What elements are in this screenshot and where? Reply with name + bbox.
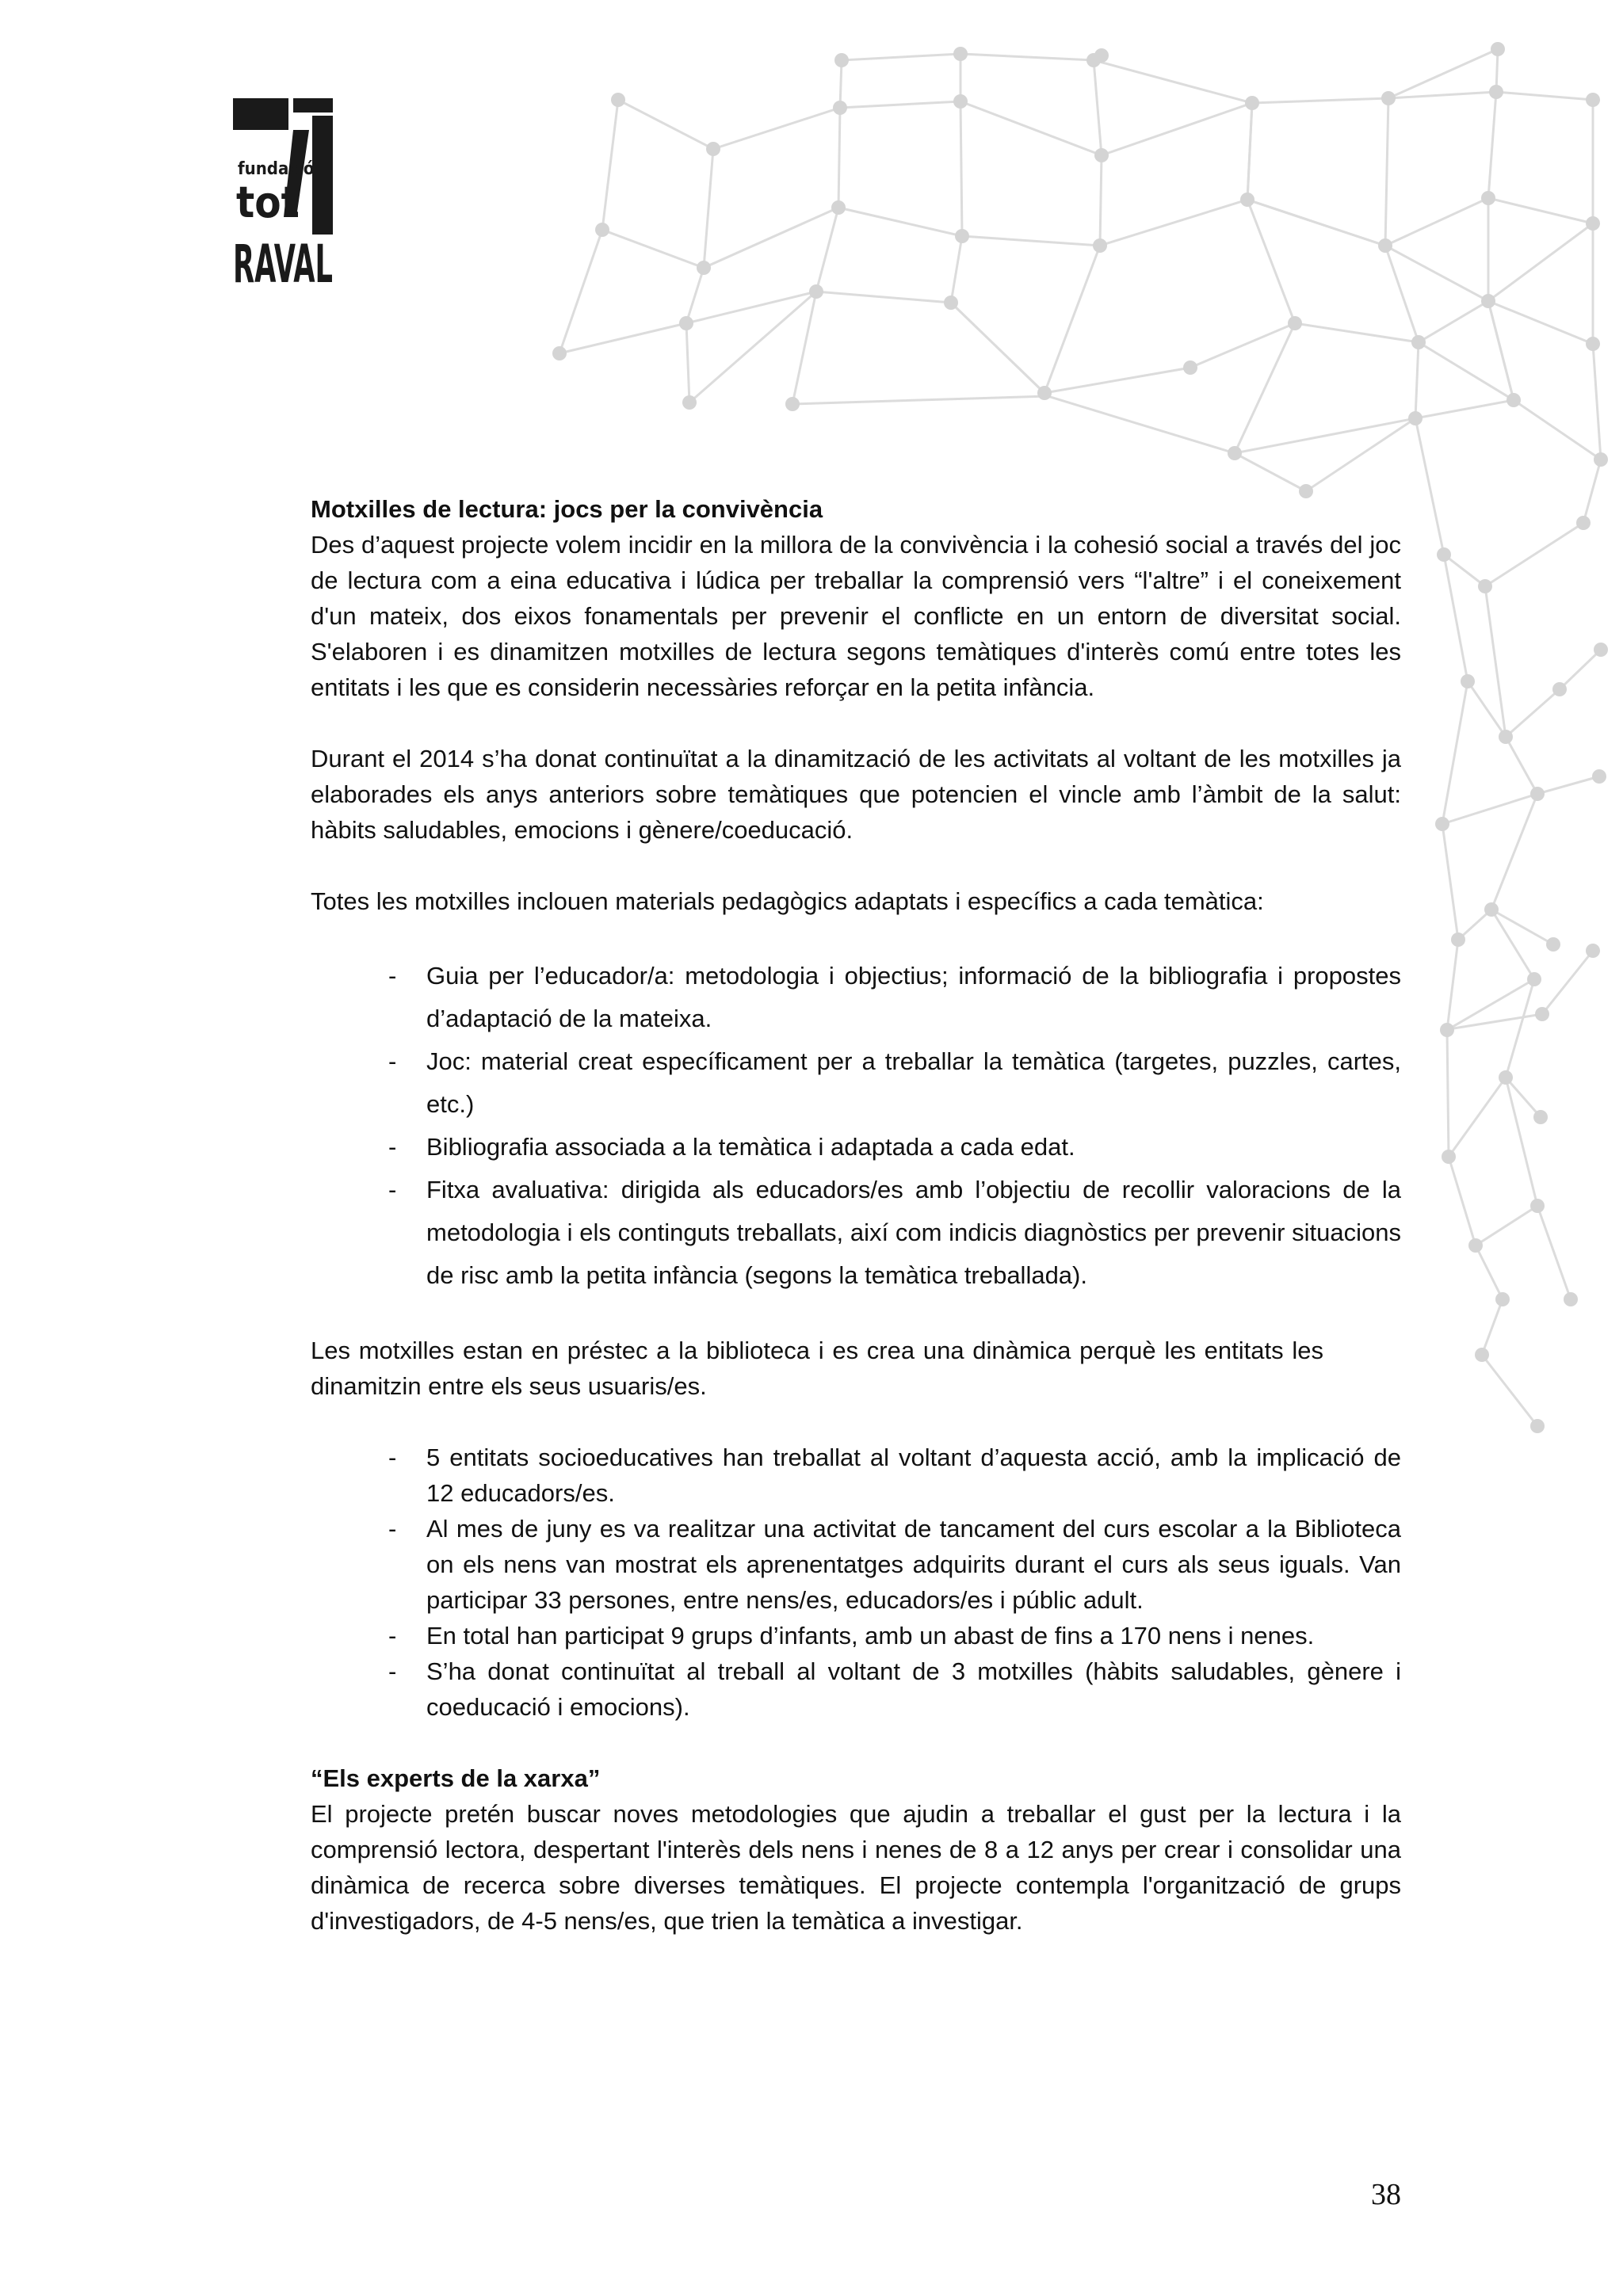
list-item: - S’ha donat continuïtat al treball al voltant de 3 motxilles (hàbits saludables, gènere i coeducació i emocions).: [388, 1653, 1401, 1725]
bullet-marker: -: [388, 1047, 397, 1075]
bullet-marker: -: [388, 962, 397, 990]
paragraph-experts: El projecte pretén buscar noves metodologies que ajudin a treballar el gust per la lectura i la comprensió lectora, despertant l'interès dels nens i nenes de 8 a 12 anys per crear i consolidar una dinàmica de recerca sobre diverses temàtiques. El projecte contempla l'organització de grups d'investigadors, de 4-5 nens/es, que trien la temàtica a investigar.: [311, 1800, 1401, 1935]
page-number: 38: [1371, 2178, 1401, 2211]
logo-line2: tot: [236, 177, 300, 227]
bullet-marker: -: [388, 1176, 397, 1203]
list-item: - Guia per l’educador/a: metodologia i objectius; informació de la bibliografia i propostes d’adaptació de la mateixa.: [388, 955, 1401, 1040]
list-item: - Bibliografia associada a la temàtica i adaptada a cada edat.: [388, 1126, 1401, 1169]
section-title-motxilles: Motxilles de lectura: jocs per la convivència: [311, 495, 823, 523]
list-item: - Joc: material creat específicament per a treballar la temàtica (targetes, puzzles, cartes, etc.): [388, 1040, 1401, 1126]
paragraph-materials-intro: Totes les motxilles inclouen materials pedagògics adaptats i específics a cada temàtica:: [311, 887, 1264, 915]
paragraph-intro: Des d’aquest projecte volem incidir en la millora de la convivència i la cohesió social a través del joc de lectura com a eina educativa i lúdica per treballar la comprensió vers “l'altre” i el coneixement d'un mateix, dos eixos fonamentals per prevenir el conflicte en un entorn de diversitat social. S'elaboren i es dinamitzen motxilles de lectura segons temàtiques d'interès comú entre totes les entitats i les que es considerin necessàries reforçar en la petita infància.: [311, 531, 1401, 701]
bullet-marker: -: [388, 1657, 397, 1685]
bullet-marker: -: [388, 1515, 397, 1543]
bullet-marker: -: [388, 1444, 397, 1471]
results-list: [388, 1440, 1401, 1725]
list-item: - Fitxa avaluativa: dirigida als educadors/es amb l’objectiu de recollir valoracions de la metodologia i els continguts treballats, així com indicis diagnòstics per prevenir situacions de risc amb la petita infància (segons la temàtica treballada).: [388, 1169, 1401, 1297]
logo-line3: RAVAL: [233, 234, 333, 295]
list-item: - 5 entitats socioeducatives han treballat al voltant d’aquesta acció, amb la implicació de 12 educadors/es.: [388, 1440, 1401, 1511]
logo-line1: fundació: [238, 159, 315, 179]
section-title-experts: “Els experts de la xarxa”: [311, 1764, 601, 1792]
bullet-marker: -: [388, 1622, 397, 1650]
document-body: [311, 491, 1401, 1939]
list-item: - Al mes de juny es va realitzar una activitat de tancament del curs escolar a la Biblioteca on els nens van mostrat els aprenentatges adquirits durant el curs als seus iguals. Van participar 33 persones, entre nens/es, educadors/es i públic adult.: [388, 1511, 1401, 1618]
fundacio-tot-raval-logo: [233, 98, 333, 295]
paragraph-2014: Durant el 2014 s’ha donat continuïtat a la dinamització de les activitats al voltant de les motxilles ja elaborades els anys anteriors sobre temàtiques que potencien el vincle amb l’àmbit de la salut: hàbits saludables, emocions i gènere/coeducació.: [311, 745, 1401, 844]
materials-list: [388, 955, 1401, 1297]
bullet-marker: -: [388, 1133, 397, 1161]
paragraph-loan: Les motxilles estan en préstec a la biblioteca i es crea una dinàmica perquè les entitats les dinamitzin entre els seus usuaris/es.: [311, 1337, 1323, 1400]
list-item: - En total han participat 9 grups d’infants, amb un abast de fins a 170 nens i nenes.: [388, 1618, 1401, 1653]
